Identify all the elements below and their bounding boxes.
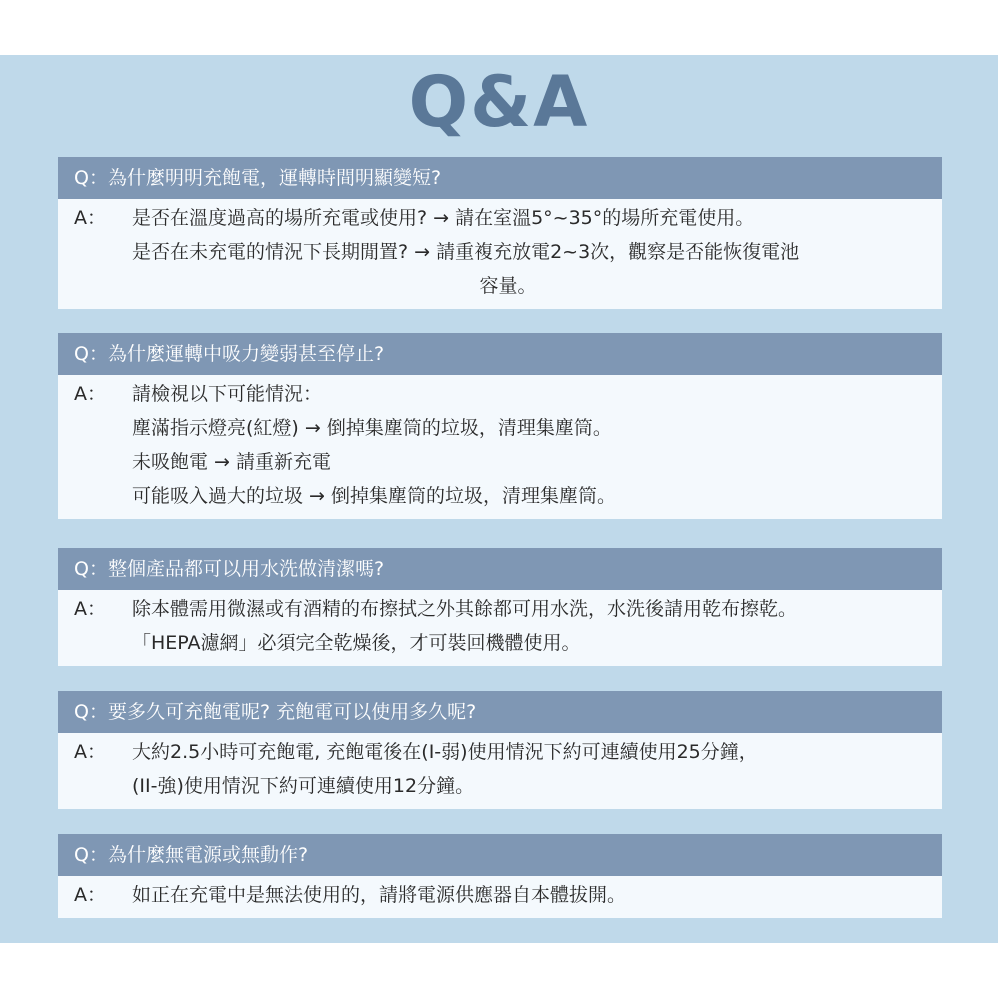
answer-prefix: A： [74, 598, 106, 620]
answer-line: 未吸飽電 → 請重新充電 [132, 451, 331, 473]
answer [58, 199, 942, 309]
answer-line: 大約2.5小時可充飽電, 充飽電後在(I-弱)使用情況下約可連續使用25分鐘， [132, 741, 758, 763]
answer-line: 塵滿指示燈亮(紅燈) → 倒掉集塵筒的垃圾，清理集塵筒。 [132, 417, 612, 439]
answer-line: 是否在溫度過高的場所充電或使用? → 請在室溫5°~35°的場所充電使用。 [132, 207, 755, 229]
answer-line: 請檢視以下可能情況： [132, 383, 323, 405]
answer-prefix: A： [74, 207, 106, 229]
qa-item [58, 548, 942, 666]
question: Q：要多久可充飽電呢? 充飽電可以使用多久呢? [58, 691, 942, 733]
answer-line: 容量。 [479, 275, 537, 297]
qa-item [58, 333, 942, 519]
question: Q：為什麼無電源或無動作? [58, 834, 942, 876]
answer-prefix: A： [74, 741, 106, 763]
answer [58, 590, 942, 666]
question: Q：整個產品都可以用水洗做清潔嗎? [58, 548, 942, 590]
answer-line: 除本體需用微濕或有酒精的布擦拭之外其餘都可用水洗，水洗後請用乾布擦乾。 [132, 598, 798, 620]
answer [58, 733, 942, 809]
answer-line: 是否在未充電的情況下長期閒置? → 請重複充放電2~3次，觀察是否能恢復電池 [132, 241, 800, 263]
answer-line: (II-強)使用情況下約可連續使用12分鐘。 [132, 775, 475, 797]
question: Q：為什麼運轉中吸力變弱甚至停止? [58, 333, 942, 375]
answer-prefix: A： [74, 383, 106, 405]
question: Q：為什麼明明充飽電，運轉時間明顯變短? [58, 157, 942, 199]
answer [58, 876, 942, 918]
page-title: Q&A [408, 61, 590, 143]
answer [58, 375, 942, 519]
answer-prefix: A： [74, 884, 106, 906]
qa-item [58, 834, 942, 918]
answer-line: 可能吸入過大的垃圾 → 倒掉集塵筒的垃圾，清理集塵筒。 [132, 485, 617, 507]
answer-line: 「HEPA濾網」必須完全乾燥後，才可裝回機體使用。 [132, 632, 581, 654]
qa-item [58, 691, 942, 809]
answer-line: 如正在充電中是無法使用的，請將電源供應器自本體拔開。 [132, 884, 627, 906]
qa-item [58, 157, 942, 309]
